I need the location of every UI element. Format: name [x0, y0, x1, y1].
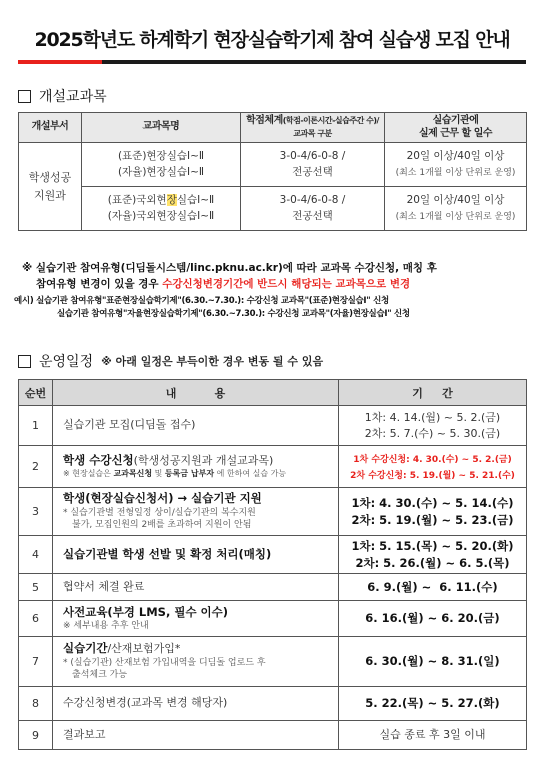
course-name-part: (표준)국외현 [107, 194, 167, 207]
header-credit-main: 학점체계 [246, 115, 283, 126]
period-1: 6. 9.(월) ~ 6. 11.(수) [367, 579, 498, 594]
days-value: 20일 이상/40일 이상 [406, 194, 505, 207]
notice-line2-emphasis: 수강신청변경기간에 반드시 해당되는 교과목으로 변경 [162, 278, 411, 291]
header-dept: 개설부서 [19, 113, 82, 143]
header-inst-line1: 실습기관에 [432, 115, 479, 126]
highlighted-char: 장 [166, 194, 177, 207]
course-cell [82, 187, 241, 231]
course-table [18, 112, 527, 231]
notice-line2-text: 참여유형 변경이 있을 경우 [36, 278, 163, 291]
table-row [19, 446, 527, 488]
period-1: 6. 16.(월) ~ 6. 20.(금) [365, 611, 500, 626]
dept-line1: 학생성공 [28, 170, 72, 184]
row-title: 실습기관별 학생 선발 및 확정 처리(매칭) [63, 546, 272, 561]
table-row [19, 488, 527, 536]
credit-value: 3-0-4/6-0-8 / [279, 194, 346, 207]
table-row [19, 637, 527, 687]
row-note: * (실습기관) 산재보험 가입내역을 디딤돌 업로드 후 [63, 658, 266, 669]
row-num: 9 [19, 721, 53, 750]
row-title: 사전교육(부경 LMS, 필수 이수) [63, 604, 229, 619]
section-schedule-title: 운영일정 [39, 354, 94, 370]
row-title: 학생 수강신청 [63, 453, 134, 468]
row-num: 7 [19, 637, 53, 687]
row-note: ※ 세부내용 추후 안내 [63, 621, 149, 632]
row-num: 4 [19, 536, 53, 574]
header-institution [385, 113, 527, 143]
days-cell [385, 143, 527, 187]
notice-line1: ※ 실습기관 참여유형(디딤돌시스템/linc.pknu.ac.kr)에 따라 교과목 수강신청, 매칭 후 [22, 262, 437, 274]
period-2: 2차: 5. 19.(월) ~ 5. 23.(금) [351, 512, 514, 527]
course-table-header [19, 113, 527, 143]
row-period [339, 536, 527, 574]
notice-line2 [14, 276, 530, 292]
row-content [53, 488, 339, 536]
row-content [53, 601, 339, 637]
row-period [339, 601, 527, 637]
credit-type: 전공선택 [292, 165, 333, 178]
header-num: 순번 [19, 380, 53, 406]
dept-line2: 지원과 [34, 188, 66, 202]
dept-cell [19, 143, 82, 231]
header-credit-detail: (학점-이론시간-실습주간 수)/ [282, 116, 379, 125]
title-block [18, 20, 526, 64]
row-period [339, 446, 527, 488]
row-note-part: ※ 현장실습은 [63, 469, 114, 479]
row-num: 6 [19, 601, 53, 637]
notice-block [14, 260, 530, 321]
page-title: 2025학년도 하계학기 현장실습학기제 참여 실습생 모집 안내 [34, 29, 510, 51]
credit-type: 전공선택 [292, 209, 333, 222]
title-underline-red [18, 60, 102, 64]
notice-example2: 실습기관 참여유형"자율현장실습학기제"(6.30.~7.30.): 수강신청 교과목"(자율)현장실습Ⅰ" 신청 [57, 308, 410, 319]
credit-value: 3-0-4/6-0-8 / [279, 150, 346, 163]
row-period [339, 574, 527, 601]
row-content [53, 637, 339, 687]
days-note: (최소 1개월 이상 단위로 운영) [395, 211, 516, 222]
row-note [63, 469, 338, 480]
row-title: 실습기간 [63, 641, 108, 656]
period-2: 2차: 5. 26.(월) ~ 6. 5.(목) [355, 555, 510, 570]
checkbox-icon [18, 355, 31, 368]
row-content [53, 446, 339, 488]
period-2: 2차 수강신청: 5. 19.(월) ~ 5. 21.(수) [350, 470, 515, 481]
period-1: 1차: 5. 15.(목) ~ 5. 20.(화) [351, 539, 514, 554]
credit-cell [241, 143, 385, 187]
row-num: 8 [19, 687, 53, 721]
row-title-sub: /산재보험가입* [107, 642, 181, 656]
period-1: 1차: 4. 30.(수) ~ 5. 14.(수) [351, 496, 514, 511]
period-1: 1차 수강신청: 4. 30.(수) ~ 5. 2.(금) [353, 454, 512, 465]
header-inst-line2: 실제 근무 할 일수 [418, 127, 493, 139]
section-courses-heading [18, 86, 107, 106]
days-note: (최소 1개월 이상 단위로 운영) [395, 167, 516, 178]
course-name-part: 실습Ⅰ~Ⅱ [176, 194, 215, 207]
row-note-part: 에 한하여 실습 가능 [214, 469, 287, 479]
section-courses-title: 개설교과목 [39, 89, 107, 105]
table-row [19, 536, 527, 574]
row-period [339, 721, 527, 750]
row-period [339, 406, 527, 446]
table-row [19, 406, 527, 446]
schedule-table [18, 379, 527, 750]
row-content: 실습기관 모집(디딤돌 접수) [53, 406, 339, 446]
row-note-part: 및 [152, 469, 165, 479]
header-content: 내 용 [53, 380, 339, 406]
table-row [19, 687, 527, 721]
title-underline [18, 60, 526, 64]
course-name: (표준)현장실습Ⅰ~Ⅱ [117, 150, 205, 163]
schedule-table-header [19, 380, 527, 406]
course-cell [82, 143, 241, 187]
row-note: 불가, 모집인원의 2배를 초과하여 지원이 안됨 [72, 520, 252, 531]
section-schedule-heading [18, 351, 323, 371]
period-1: 6. 30.(월) ~ 8. 31.(일) [365, 654, 500, 669]
table-row [19, 601, 527, 637]
period-2: 2차: 5. 7.(수) ~ 5. 30.(금) [364, 426, 501, 440]
notice-example1: 예시) 실습기관 참여유형"표준현장실습학기제"(6.30.~7.30.): 수강신청 교과목"(표준)현장실습Ⅰ" 신청 [14, 295, 389, 306]
section-schedule-note: ※ 아래 일정은 부득이한 경우 변동 될 수 있음 [101, 355, 324, 368]
row-note-bold: 등록금 납부자 [164, 469, 215, 479]
row-period [339, 637, 527, 687]
checkbox-icon [18, 90, 31, 103]
days-cell [385, 187, 527, 231]
header-period: 기 간 [339, 380, 527, 406]
row-num: 5 [19, 574, 53, 601]
row-note: * 실습기관별 전형일정 상이/실습기관의 복수지원 [63, 508, 256, 519]
course-name: (자율)국외현장실습Ⅰ~Ⅱ [107, 209, 215, 222]
row-title-sub: (학생성공지원과 개설교과목) [133, 454, 274, 468]
header-course: 교과목명 [82, 113, 241, 143]
header-credit [241, 113, 385, 143]
course-name: (자율)현장실습Ⅰ~Ⅱ [117, 165, 205, 178]
row-num: 3 [19, 488, 53, 536]
table-row [19, 721, 527, 750]
course-name [108, 194, 214, 206]
row-content [53, 536, 339, 574]
row-num: 1 [19, 406, 53, 446]
period-1: 5. 22.(목) ~ 5. 27.(화) [365, 696, 500, 711]
days-value: 20일 이상/40일 이상 [406, 150, 505, 163]
row-note: 출석체크 가능 [72, 670, 128, 681]
row-period [339, 488, 527, 536]
header-credit-detail2: 교과목 구분 [293, 128, 332, 138]
table-row [19, 574, 527, 601]
row-title: 학생(현장실습신청서) → 실습기관 지원 [63, 491, 262, 506]
title-underline-black [102, 60, 526, 64]
period-1: 실습 종료 후 3일 이내 [379, 728, 486, 742]
table-row [19, 143, 527, 187]
row-num: 2 [19, 446, 53, 488]
row-note-bold: 교과목신청 [113, 469, 153, 479]
table-row [19, 187, 527, 231]
row-period [339, 687, 527, 721]
row-content: 결과보고 [53, 721, 339, 750]
period-1: 1차: 4. 14.(월) ~ 5. 2.(금) [364, 411, 501, 425]
credit-cell [241, 187, 385, 231]
row-content: 수강신청변경(교과목 변경 해당자) [53, 687, 339, 721]
row-content: 협약서 체결 완료 [53, 574, 339, 601]
